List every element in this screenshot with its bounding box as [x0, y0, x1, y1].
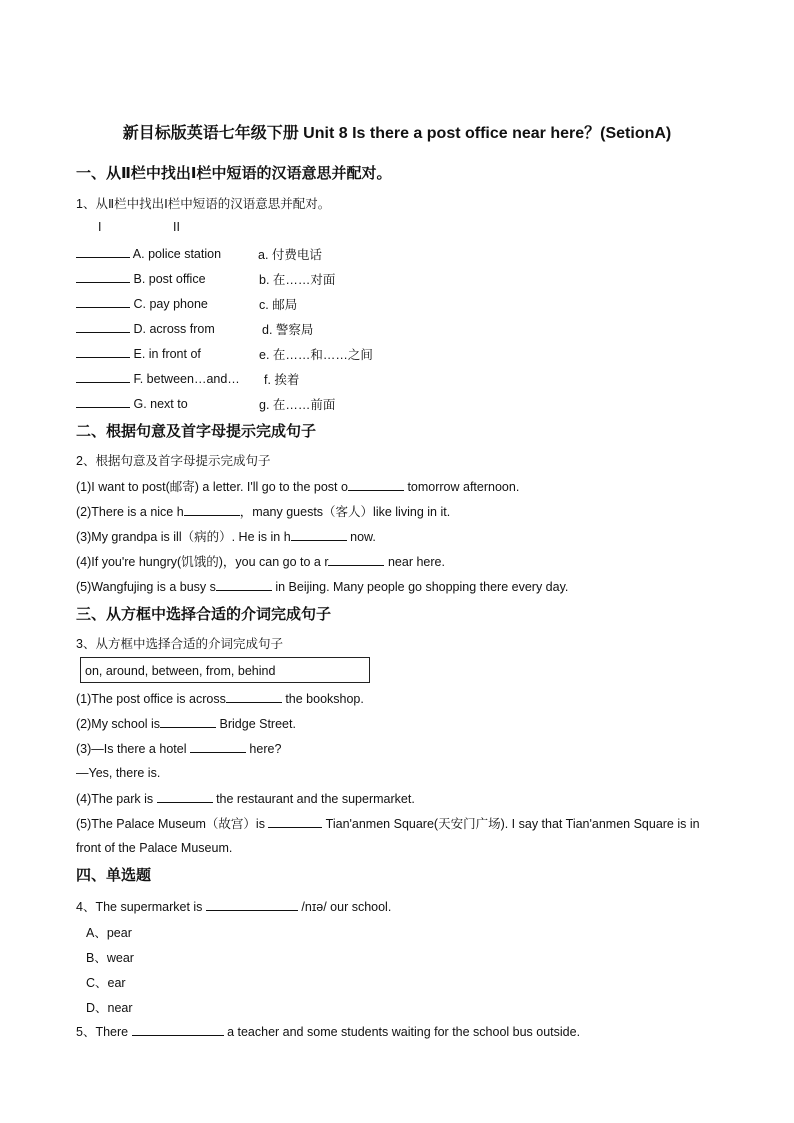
answer-blank[interactable] — [76, 245, 130, 258]
answer-blank[interactable] — [132, 1023, 224, 1036]
matching-row — [76, 345, 201, 361]
matching-row — [76, 370, 240, 386]
answer-blank[interactable] — [76, 270, 130, 283]
answer-blank[interactable] — [328, 553, 384, 566]
answer-blank[interactable] — [76, 370, 130, 383]
option-c[interactable]: C、ear — [86, 976, 126, 990]
sentence-text: here? — [245, 742, 282, 756]
sentence-text: (4)The park is — [76, 792, 157, 806]
matching-right: a. 付费电话 — [258, 248, 322, 262]
sentence-item — [76, 815, 700, 832]
sentence-text: front of the Palace Museum. — [76, 841, 233, 855]
matching-row — [76, 295, 208, 311]
sentence-item — [76, 578, 568, 595]
sentence-text: the bookshop. — [281, 692, 364, 706]
column-i-header: I — [98, 220, 102, 234]
matching-left: B. post office — [133, 272, 206, 286]
column-ii-header: II — [173, 220, 180, 234]
option-d[interactable]: D、near — [86, 1001, 133, 1015]
matching-left: A. police station — [132, 247, 222, 261]
matching-right: b. 在……对面 — [259, 273, 336, 287]
sentence-text: —Yes, there is. — [76, 766, 161, 780]
question-text: /nɪə/ our school. — [297, 900, 392, 914]
sentence-item — [76, 528, 376, 545]
matching-right: f. 挨着 — [264, 373, 300, 387]
matching-row — [76, 245, 221, 261]
answer-blank[interactable] — [157, 790, 213, 803]
option-a[interactable]: A、pear — [86, 926, 132, 940]
option-b[interactable]: B、wear — [86, 951, 134, 965]
sentence-item — [76, 740, 281, 757]
matching-left: D. across from — [133, 322, 215, 336]
answer-blank[interactable] — [268, 815, 322, 828]
sentence-text: in Beijing. Many people go shopping there every day. — [271, 580, 569, 594]
sentence-text: Tian'anmen Square(天安门广场). I say that Tian'anmen Square is in — [322, 817, 700, 831]
sentence-text: now. — [346, 530, 376, 544]
answer-blank[interactable] — [184, 503, 240, 516]
matching-right: d. 警察局 — [262, 323, 314, 337]
section-3-heading: 三、从方框中选择合适的介词完成句子 — [76, 606, 332, 623]
sentence-text: (2)There is a nice h — [76, 505, 184, 519]
matching-right: g. 在……前面 — [259, 398, 336, 412]
answer-blank[interactable] — [206, 898, 298, 911]
matching-right: e. 在……和……之间 — [259, 348, 373, 362]
matching-row — [76, 320, 215, 336]
answer-blank[interactable] — [160, 715, 216, 728]
sentence-text: the restaurant and the supermarket. — [212, 792, 415, 806]
sentence-text: (4)If you're hungry(饥饿的)，you can go to a r — [76, 555, 329, 569]
answer-blank[interactable] — [76, 295, 130, 308]
section-1-instruction: 1、从Ⅱ栏中找出Ⅰ栏中短语的汉语意思并配对。 — [76, 197, 331, 211]
matching-left: C. pay phone — [133, 297, 208, 311]
question-text: 5、There — [76, 1025, 132, 1039]
word-box: on, around, between, from, behind — [80, 657, 370, 683]
matching-row — [76, 395, 188, 411]
section-1-heading: 一、从Ⅱ栏中找出Ⅰ栏中短语的汉语意思并配对。 — [76, 165, 392, 182]
answer-blank[interactable] — [76, 345, 130, 358]
section-4-heading: 四、单选题 — [76, 867, 152, 884]
sentence-item — [76, 553, 445, 570]
question-4 — [76, 898, 391, 915]
matching-right: c. 邮局 — [259, 298, 298, 312]
sentence-text: (2)My school is — [76, 717, 161, 731]
answer-blank[interactable] — [291, 528, 347, 541]
sentence-item — [76, 690, 364, 707]
sentence-text: (1)The post office is across — [76, 692, 226, 706]
question-5 — [76, 1023, 580, 1040]
answer-blank[interactable] — [76, 320, 130, 333]
sentence-text: (5)Wangfujing is a busy s — [76, 580, 216, 594]
sentence-text: near here. — [384, 555, 445, 569]
sentence-text: (3)My grandpa is ill（病的）. He is in h — [76, 530, 291, 544]
answer-blank[interactable] — [348, 478, 404, 491]
sentence-text: ，many guests（客人）like living in it. — [239, 505, 451, 519]
sentence-item — [76, 790, 415, 807]
section-3-instruction: 3、从方框中选择合适的介词完成句子 — [76, 637, 283, 651]
matching-row — [76, 270, 206, 286]
sentence-text: tomorrow afternoon. — [403, 480, 520, 494]
answer-blank[interactable] — [226, 690, 282, 703]
answer-blank[interactable] — [190, 740, 246, 753]
sentence-item — [76, 715, 296, 732]
page-title: 新目标版英语七年级下册 Unit 8 Is there a post office near here？(SetionA) — [122, 125, 672, 142]
answer-blank[interactable] — [216, 578, 272, 591]
answer-blank[interactable] — [76, 395, 130, 408]
sentence-text: (1)I want to post(邮寄) a letter. I'll go to the post o — [76, 480, 348, 494]
matching-left: E. in front of — [133, 347, 201, 361]
sentence-text: (3)—Is there a hotel — [76, 742, 190, 756]
sentence-item — [76, 478, 519, 495]
question-text: 4、The supermarket is — [76, 900, 206, 914]
question-text: a teacher and some students waiting for the school bus outside. — [223, 1025, 581, 1039]
matching-left: F. between…and… — [133, 372, 240, 386]
sentence-item — [76, 503, 450, 520]
section-2-heading: 二、根据句意及首字母提示完成句子 — [76, 423, 317, 440]
sentence-text: (5)The Palace Museum（故宫）is — [76, 817, 269, 831]
sentence-text: Bridge Street. — [216, 717, 296, 731]
matching-left: G. next to — [133, 397, 188, 411]
section-2-instruction: 2、根据句意及首字母提示完成句子 — [76, 454, 271, 468]
